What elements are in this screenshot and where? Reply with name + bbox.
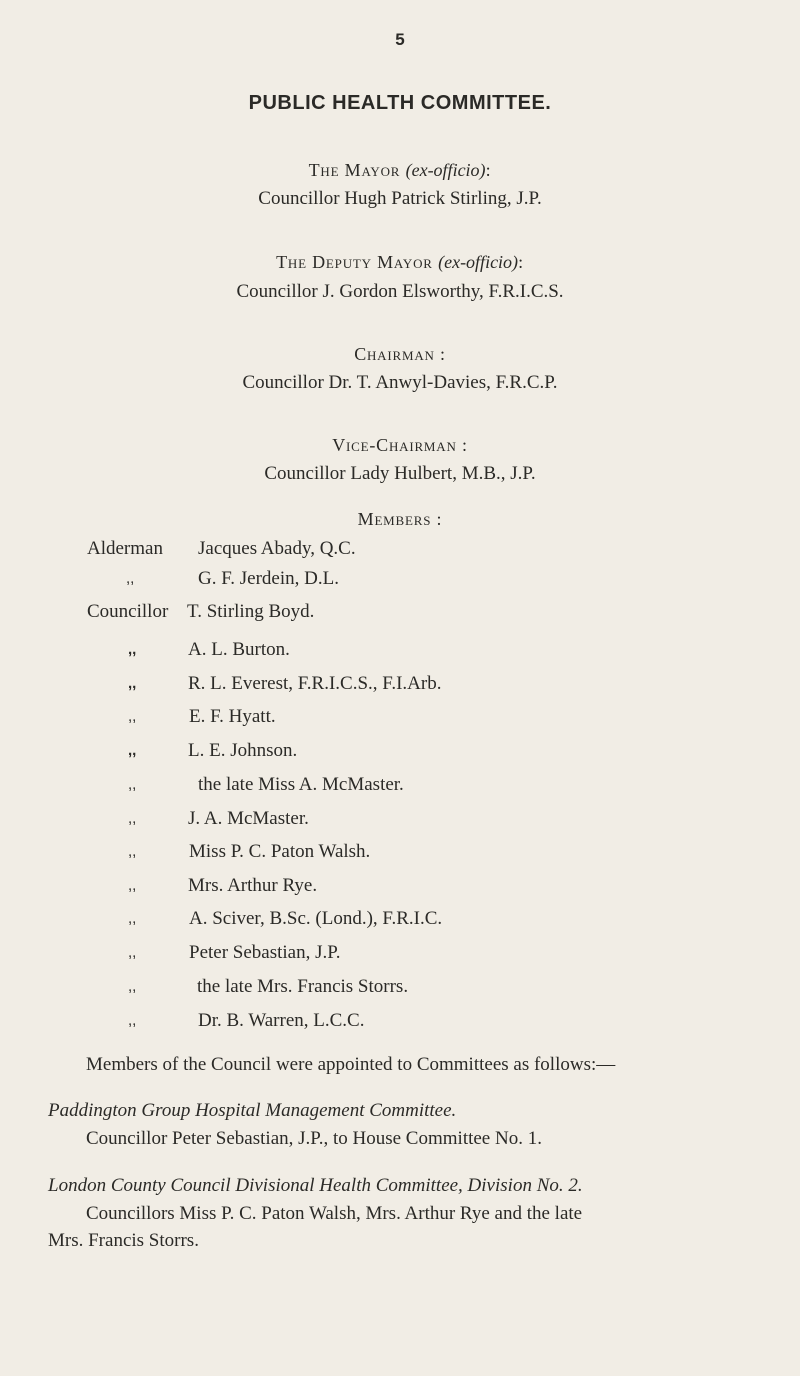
member-name: the late Mrs. Francis Storrs.: [197, 976, 409, 997]
member-name: the late Miss A. McMaster.: [198, 774, 404, 795]
lcc-text-line2: Mrs. Francis Storrs.: [48, 1230, 199, 1251]
member-name: Mrs. Arthur Rye.: [188, 875, 318, 896]
member-title: ,,: [128, 675, 137, 692]
member-title: ,,: [126, 570, 135, 587]
member-title: ,,: [128, 944, 137, 961]
member-name: G. F. Jerdein, D.L.: [198, 568, 339, 589]
member-title: ,,: [128, 810, 137, 827]
member-name: E. F. Hyatt.: [189, 706, 276, 727]
member-title: ,,: [128, 978, 137, 995]
deputy-mayor-heading: [0, 252, 800, 273]
member-name: A. L. Burton.: [188, 639, 290, 660]
member-title: Alderman: [87, 538, 163, 559]
member-name: Miss P. C. Paton Walsh.: [189, 841, 371, 862]
member-title: ,,: [128, 641, 137, 658]
lcc-heading: London County Council Divisional Health Committee, Division No. 2.: [48, 1175, 583, 1196]
member-title: Councillor: [87, 601, 169, 622]
mayor-heading-label: The Mayor: [308, 160, 401, 180]
deputy-mayor-name: Councillor J. Gordon Elsworthy, F.R.I.C.S.: [236, 281, 564, 302]
member-title: ,,: [128, 742, 137, 759]
member-title: ,,: [128, 708, 137, 725]
member-name: A. Sciver, B.Sc. (Lond.), F.R.I.C.: [189, 908, 443, 929]
vice-chairman-name: Councillor Lady Hulbert, M.B., J.P.: [264, 463, 536, 484]
mayor-heading-tail: :: [485, 160, 492, 180]
member-title: ,,: [128, 776, 137, 793]
member-name: L. E. Johnson.: [188, 740, 298, 761]
chairman-name: Councillor Dr. T. Anwyl-Davies, F.R.C.P.: [242, 372, 558, 393]
lcc-text-line1: Councillors Miss P. C. Paton Walsh, Mrs. Arthur Rye and the late: [86, 1203, 583, 1224]
member-name: T. Stirling Boyd.: [187, 601, 315, 622]
deputy-mayor-heading-label: The Deputy Mayor: [276, 252, 433, 272]
member-name: J. A. McMaster.: [188, 808, 309, 829]
member-title: ,,: [128, 877, 137, 894]
mayor-name: Councillor Hugh Patrick Stirling, J.P.: [258, 188, 542, 209]
member-name: Peter Sebastian, J.P.: [189, 942, 341, 963]
paddington-heading: Paddington Group Hospital Management Committee.: [48, 1100, 457, 1121]
mayor-heading: [0, 160, 800, 181]
member-name: Jacques Abady, Q.C.: [198, 538, 356, 559]
deputy-mayor-heading-qualifier: (ex-officio): [438, 252, 519, 272]
member-title: ,,: [128, 843, 137, 860]
member-title: ,,: [128, 1012, 137, 1029]
chairman-heading: Chairman :: [354, 344, 446, 364]
members-heading: Members :: [357, 509, 443, 529]
paddington-text: Councillor Peter Sebastian, J.P., to House Committee No. 1.: [86, 1128, 542, 1149]
page-title: PUBLIC HEALTH COMMITTEE.: [248, 92, 552, 114]
deputy-mayor-heading-tail: :: [518, 252, 524, 272]
member-title: ,,: [128, 910, 137, 927]
member-name: R. L. Everest, F.R.I.C.S., F.I.Arb.: [188, 673, 442, 694]
page-number: 5: [395, 30, 405, 49]
mayor-heading-qualifier: (ex-officio): [405, 160, 486, 180]
vice-chairman-heading: Vice-Chairman :: [332, 435, 468, 455]
member-name: Dr. B. Warren, L.C.C.: [198, 1010, 365, 1031]
appointments-intro: Members of the Council were appointed to Committees as follows:—: [86, 1054, 616, 1075]
